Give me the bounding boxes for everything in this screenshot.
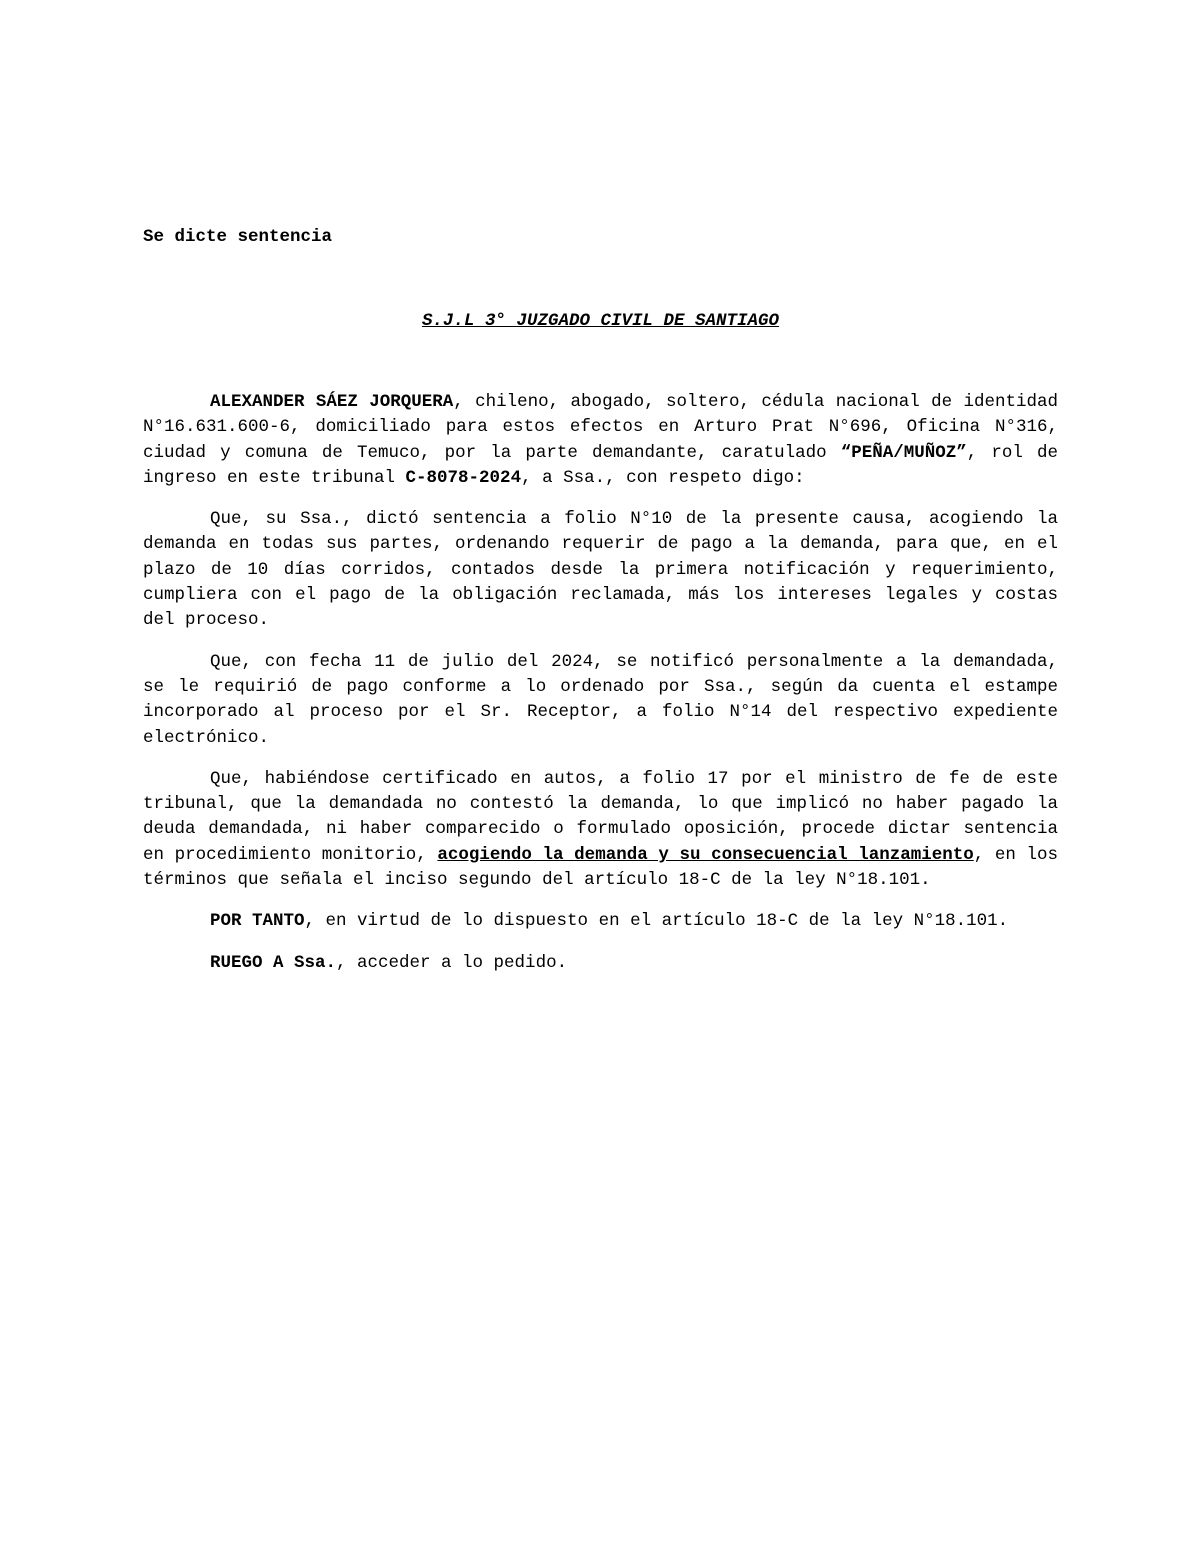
paragraph-text: , acceder a lo pedido. — [336, 952, 568, 973]
paragraph-por-tanto — [143, 909, 1058, 934]
paragraph-text: Que, habiéndose certificado en autos, a folio 17 por el ministro de fe de este tribunal, que la demandada no contestó la demanda, lo que implicó no haber pagado la deuda demandada, ni haber comparecido o formulado oposición, procede dictar sentencia en procedimiento monitorio, — [143, 768, 1058, 865]
paragraph-text: , en los términos que señala el inciso segundo del artículo 18-C de la ley N°18.101. — [143, 844, 1058, 891]
paragraph-text: , a Ssa., con respeto digo: — [521, 467, 805, 488]
paragraph-sentencia: Que, su Ssa., dictó sentencia a folio N°10 de la presente causa, acogiendo la demanda en todas sus partes, ordenando requerir de pago a la demanda, para que, en el plazo de 10 días corridos, contados desde la primera notificación y requerimiento, cumpliera con el pago de la obligación reclamada, más los intereses legales y costas del proceso. — [143, 509, 1058, 631]
paragraph-ruego — [143, 951, 1058, 976]
court-heading: S.J.L 3° JUZGADO CIVIL DE SANTIAGO — [421, 311, 780, 331]
paragraph-text: , en virtud de lo dispuesto en el artículo 18-C de la ley N°18.101. — [304, 911, 1009, 932]
case-number: C-8078-2024 — [405, 467, 522, 488]
sumilla-heading: Se dicte sentencia — [143, 227, 333, 247]
paragraph-certificacion — [143, 767, 1058, 893]
paragraph-notificacion: Que, con fecha 11 de julio del 2024, se notificó personalmente a la demandada, se le requirió de pago conforme a lo ordenado por Ssa., según da cuenta el estampe incorporado al proceso por el Sr. Receptor, a folio N°14 del respectivo expediente electrónico. — [143, 651, 1058, 748]
paragraph-text: , rol de ingreso en este tribunal — [143, 442, 1059, 488]
ruego-lead: RUEGO A Ssa. — [210, 952, 337, 973]
paragraph-text: , chileno, abogado, soltero, cédula nacional de identidad N°16.631.600-6, domiciliado para estos efectos en Arturo Prat N°696, Oficina N°316, ciudad y comuna de Temuco, por la parte demandante, caratulado — [143, 392, 1058, 463]
por-tanto-lead: POR TANTO — [210, 911, 305, 932]
emphasis-text: acogiendo la demanda y su consecuencial lanzamiento — [437, 844, 974, 865]
lawyer-name: ALEXANDER SÁEZ JORQUERA — [210, 392, 454, 412]
case-caption: “PEÑA/MUÑOZ” — [840, 442, 967, 463]
paragraph-presentation — [143, 390, 1058, 491]
document-body — [143, 390, 1058, 992]
